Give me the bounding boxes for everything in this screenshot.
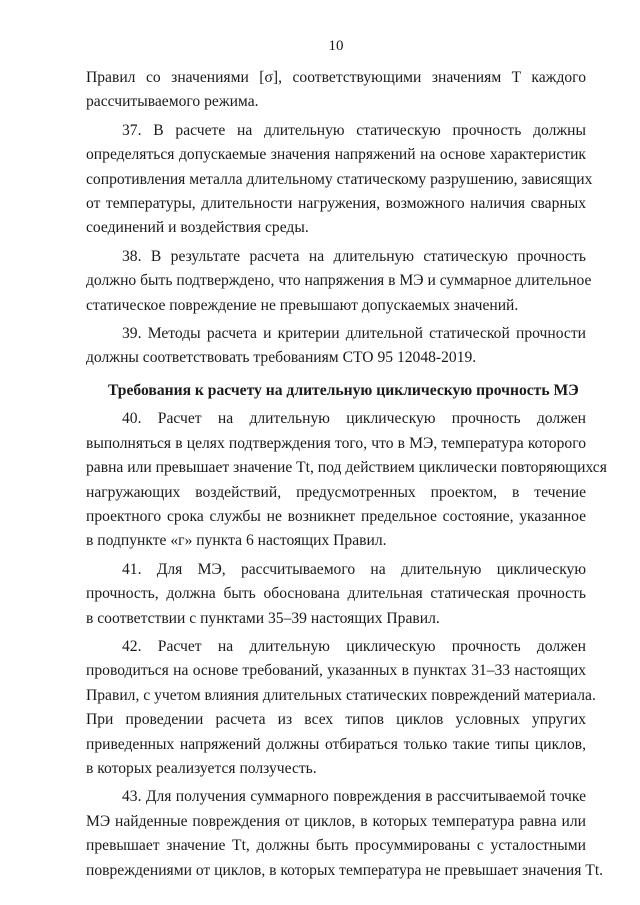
section-heading: Требования к расчету на длительную циклическую прочность МЭ: [108, 381, 579, 399]
paragraph: [86, 322, 586, 371]
paragraph-line: в подпункте «г» пункта 6 настоящих Правил.: [86, 532, 387, 550]
paragraphs-top: [86, 66, 593, 371]
paragraph-line: от температуры, длительности нагружения, возможного наличия сварных: [86, 195, 586, 213]
paragraph-line: определяться допускаемые значения напряжений на основе характеристик: [86, 146, 586, 164]
paragraph-line: проектного срока службы не возникнет предельное состояние, указанное: [86, 507, 586, 525]
paragraph-line: 39. Методы расчета и критерии длительной статической прочности: [122, 325, 586, 343]
page-number: 10: [328, 38, 344, 54]
paragraph: [86, 635, 596, 781]
paragraph: [86, 66, 586, 115]
paragraph-line: 37. В расчете на длительную статическую прочность должны: [122, 121, 586, 139]
paragraph-line: в которых реализуется ползучесть.: [86, 759, 317, 777]
paragraph-line: приведенных напряжений должны отбираться только такие типы циклов,: [86, 735, 586, 753]
paragraph-line: соединений и воздействия среды.: [86, 219, 309, 237]
paragraph-line: равна или превышает значение Tt, под действием циклически повторяющихся: [86, 459, 607, 477]
paragraph-line: МЭ найденные повреждения от циклов, в которых температура равна или: [86, 812, 586, 830]
paragraph-line: Правил, с учетом влияния длительных статических повреждений материала.: [86, 686, 596, 704]
paragraph: [86, 119, 593, 241]
paragraph-line: статическое повреждение не превышают допускаемых значений.: [86, 296, 519, 314]
paragraph-line: превышает значение Tt, должны быть просуммированы с усталостными: [86, 837, 586, 855]
paragraph-line: 41. Для МЭ, рассчитываемого на длительную циклическую: [122, 560, 586, 578]
paragraph-line: При проведении расчета из всех типов циклов условных упругих: [86, 711, 586, 729]
paragraph-line: проводиться на основе требований, указанных в пунктах 31–33 настоящих: [86, 662, 586, 680]
document-body: [86, 66, 607, 887]
paragraph-line: 42. Расчет на длительную циклическую прочность должен: [122, 637, 586, 655]
paragraph-line: 40. Расчет на длительную циклическую прочность должен: [122, 410, 586, 428]
paragraph-line: сопротивления металла длительному статическому разрушению, зависящих: [86, 170, 593, 188]
paragraph-line: Правил со значениями [σ], соответствующими значениям T каждого: [86, 69, 586, 86]
paragraph-line: в соответствии с пунктами 35–39 настоящих Правил.: [86, 609, 440, 627]
paragraph: [86, 245, 592, 318]
paragraph-line: выполняться в целях подтверждения того, что в МЭ, температура которого: [86, 434, 586, 452]
paragraph-line: 43. Для получения суммарного повреждения в рассчитываемой точке: [122, 788, 586, 806]
paragraph-line: нагружающих воздействий, предусмотренных проектом, в течение: [86, 483, 586, 501]
paragraph-line: рассчитываемого режима.: [86, 93, 259, 111]
paragraph: [86, 407, 607, 553]
paragraph-line: повреждениями от циклов, в которых температура не превышает значения Tt.: [86, 861, 604, 879]
paragraph-line: должно быть подтверждено, что напряжения в МЭ и суммарное длительное: [86, 272, 592, 290]
paragraph-line: 38. В результате расчета на длительную статическую прочность: [122, 247, 586, 265]
paragraph: [86, 785, 604, 883]
paragraph: [86, 558, 586, 631]
paragraph-line: прочность, должна быть обоснована длительная статическая прочность: [86, 585, 586, 603]
paragraphs-bottom: [86, 407, 607, 883]
paragraph-line: должны соответствовать требованиям СТО 95 12048-2019.: [86, 349, 477, 367]
